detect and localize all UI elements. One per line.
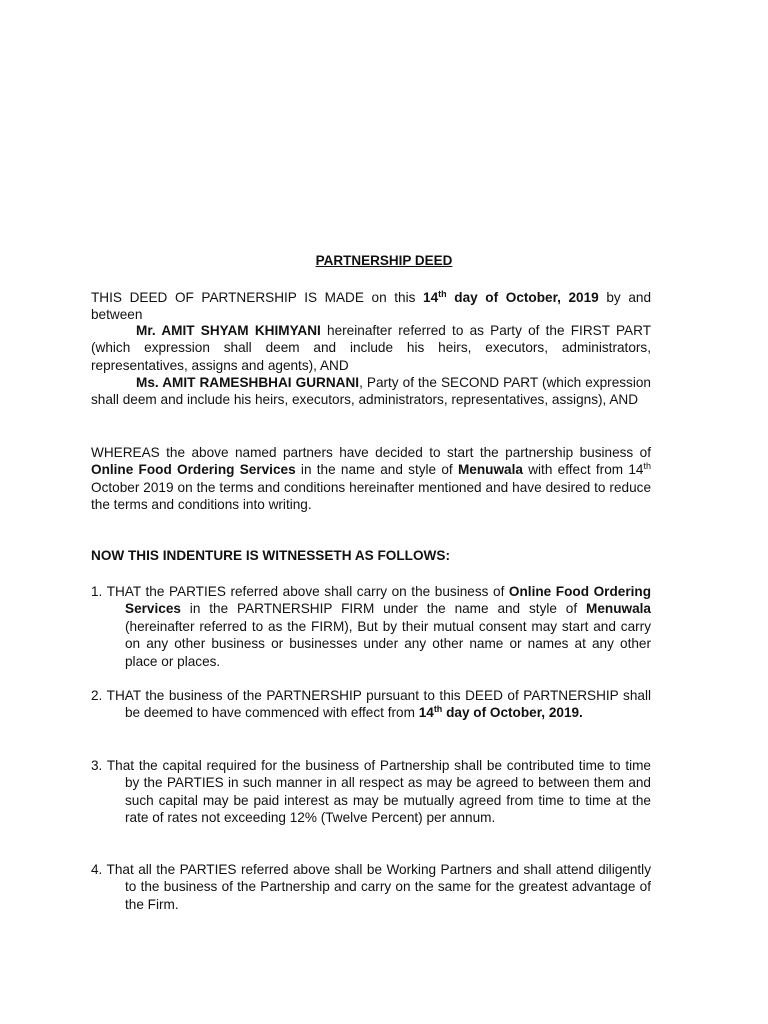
clause-1-brand: Menuwala [586,601,651,617]
clause-2-date-num: 14 [418,705,434,721]
clause-3 [91,757,651,827]
intro-text-end: by and between [91,290,652,323]
intro-paragraph [91,289,651,324]
clause-1 [91,583,651,670]
clause-2-number: 2. [91,688,103,703]
second-party-name: Ms. AMIT RAMESHBHAI GURNANI [136,375,360,390]
clause-4-text: That all the PARTIES referred above shall be Working Partners and shall attend diligently to the business of the Partnership and carry on the same for the greatest advantage of the Firm. [106,862,651,912]
clause-1-number: 1. [91,584,103,599]
clause-1-business: Online Food Ordering Services [125,584,651,617]
clause-2-date-sup: th [433,704,443,715]
first-party-paragraph [91,322,651,374]
intro-date-sup: th [438,289,447,299]
whereas-text-b: in the name and style of [295,462,458,478]
intro-date-rest: day of October, 2019 [446,290,599,305]
clause-1-text-c: (hereinafter referred to as the FIRM), But by their mutual consent may start and carry on any other business or businesses under any other name or names at any other place or places. [125,618,651,669]
whereas-paragraph [91,444,651,514]
second-party-text: , Party of the SECOND PART (which expression shall deem and include his heirs, executors, administrators, representatives, assigns), AND [91,375,651,408]
intro-text: THIS DEED OF PARTNERSHIP IS MADE on this [91,290,424,305]
intro-date-num: 14 [423,290,439,305]
witnesseth-heading: NOW THIS INDENTURE IS WITNESSETH AS FOLLOWS: [91,548,450,563]
clause-4 [91,861,651,913]
whereas-business: Online Food Ordering Services [91,462,296,478]
clause-1-text-b: in the PARTNERSHIP FIRM under the name and style of [180,601,587,617]
whereas-sup: th [643,461,651,472]
clause-4-number: 4. [91,862,103,877]
first-party-text: hereinafter referred to as Party of the FIRST PART (which expression shall deem and include his heirs, executors, administrators, representatives, assigns and agents), AND [91,323,651,373]
first-party-name: Mr. AMIT SHYAM KHIMYANI [136,323,321,338]
clause-2-date [419,705,583,720]
clause-2-text: THAT the business of the PARTNERSHIP pursuant to this DEED of PARTNERSHIP shall be deemed to have commenced with effect from [106,688,651,721]
second-party-paragraph [91,374,651,409]
page-title: PARTNERSHIP DEED [315,253,453,268]
clause-1-text-a: THAT the PARTIES referred above shall carry on the business of [106,584,509,599]
whereas-text-d: October 2019 on the terms and conditions hereinafter mentioned and have desired to reduce the terms and conditions into writing. [91,479,651,513]
clause-2 [91,687,651,722]
whereas-brand: Menuwala [457,462,523,478]
whereas-text-c: with effect from 14 [522,462,644,478]
whereas-text-a: WHEREAS the above named partners have decided to start the partnership business of [91,445,651,460]
intro-date [423,290,599,305]
clause-3-number: 3. [91,758,103,773]
clause-3-text: That the capital required for the business of Partnership shall be contributed time to time by the PARTIES in such manner in all respect as may be agreed to between them and such capital may be paid interest as may be mutually agreed from time to time at the rate of rates not exceeding 12% (Twelve Percent) per annum. [106,758,651,826]
clause-2-date-rest: day of October, 2019. [442,705,583,721]
